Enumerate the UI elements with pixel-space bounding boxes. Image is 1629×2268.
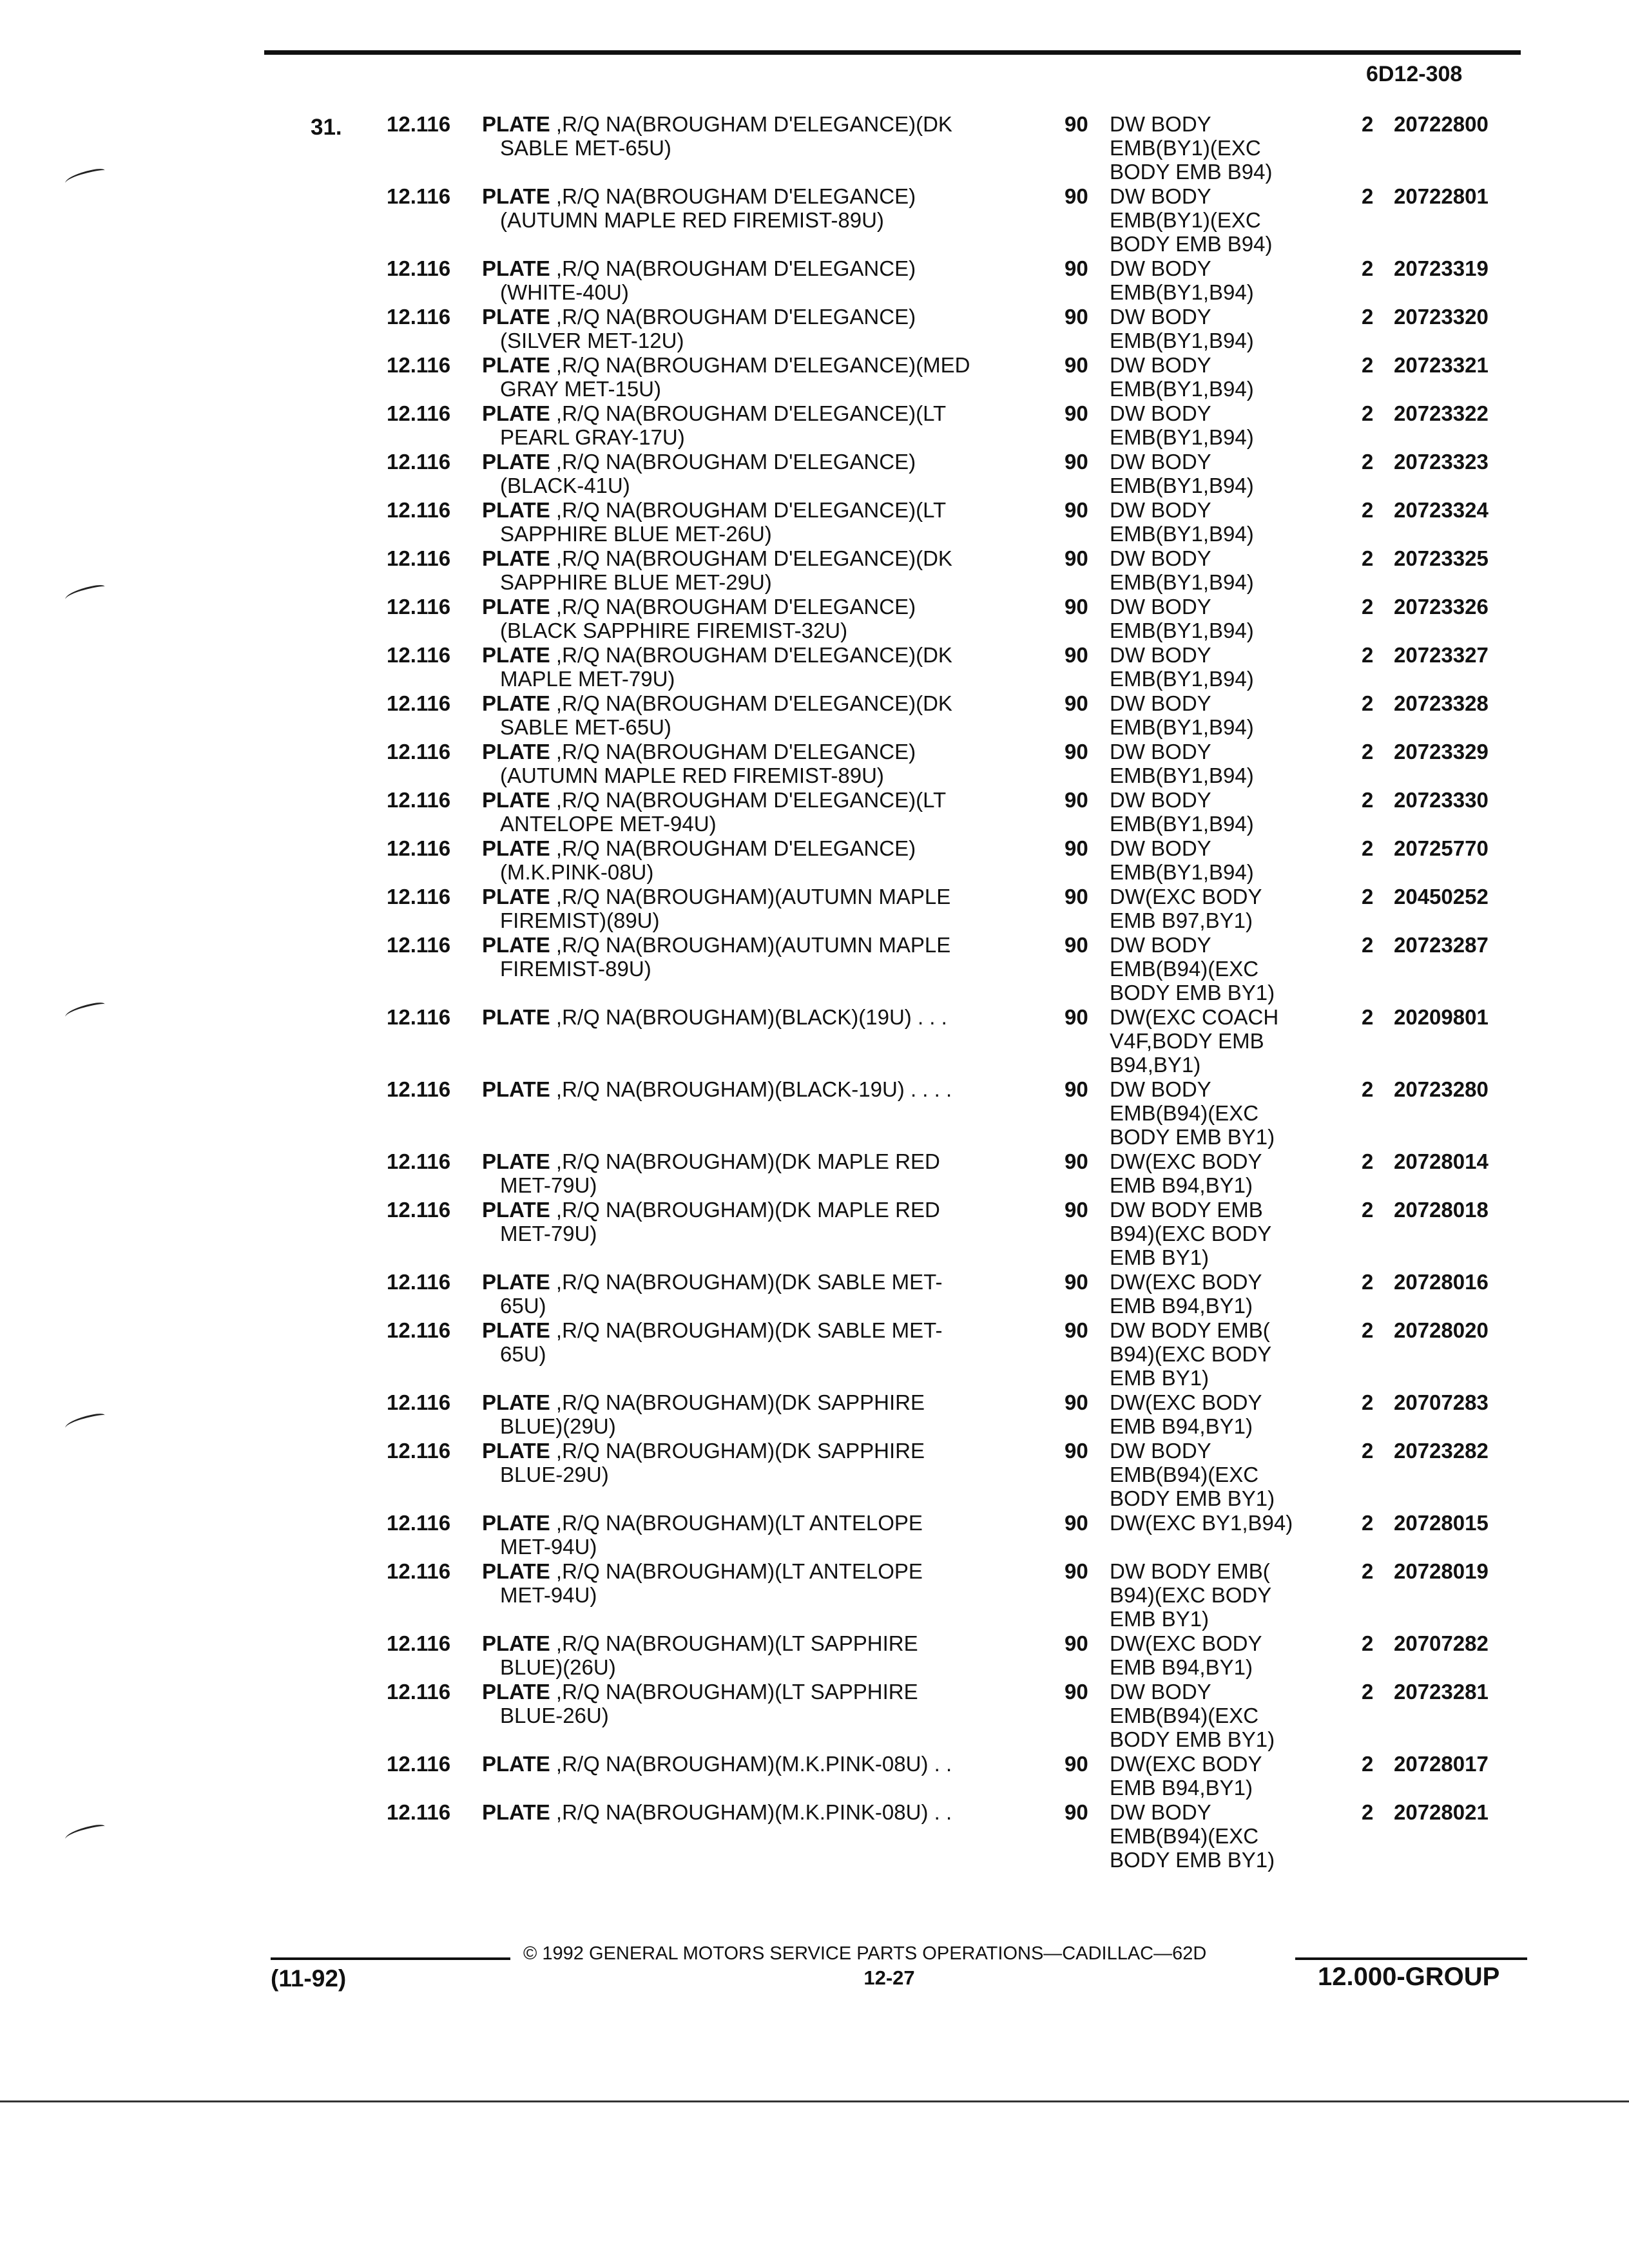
usage-note: DW(EXC BODY EMB B94,BY1) — [1110, 1149, 1262, 1197]
usage-note: DW(EXC BODY EMB B94,BY1) — [1110, 1390, 1262, 1438]
usage-code: 90 — [1065, 450, 1088, 474]
copyright-line: © 1992 GENERAL MOTORS SERVICE PARTS OPERATIONS—CADILLAC—62D — [523, 1943, 1207, 1964]
part-detail: ,R/Q NA(BROUGHAM D'ELEGANCE)(DK SAPPHIRE BLUE MET-29U) — [500, 546, 952, 594]
part-name: PLATE — [482, 1198, 550, 1222]
part-detail: ,R/Q NA(BROUGHAM D'ELEGANCE) (M.K.PINK-08U) — [500, 836, 916, 884]
usage-code: 90 — [1065, 1198, 1088, 1222]
usage-note: DW(EXC COACH V4F,BODY EMB B94,BY1) — [1110, 1005, 1279, 1077]
part-detail: ,R/Q NA(BROUGHAM)(DK SAPPHIRE BLUE)(29U) — [500, 1390, 925, 1438]
usage-code: 90 — [1065, 1439, 1088, 1463]
usage-code: 90 — [1065, 256, 1088, 280]
part-number: 20723282 — [1394, 1439, 1489, 1463]
group-label: 12.000-GROUP — [1318, 1963, 1500, 1991]
part-description — [482, 498, 1054, 546]
part-detail: ,R/Q NA(BROUGHAM)(DK SABLE MET- 65U) — [500, 1270, 943, 1318]
part-name: PLATE — [482, 546, 550, 570]
quantity: 2 — [1362, 305, 1374, 329]
part-detail: ,R/Q NA(BROUGHAM)(LT SAPPHIRE BLUE-26U) — [500, 1680, 918, 1727]
table-row — [0, 1270, 1629, 1318]
quantity: 2 — [1362, 1198, 1374, 1222]
usage-code: 90 — [1065, 184, 1088, 208]
scan-edge-line — [0, 2100, 1629, 2102]
section-number: 12.116 — [387, 184, 451, 208]
usage-note: DW BODY EMB(BY1,B94) — [1110, 643, 1254, 691]
footer-rule-right — [1295, 1957, 1527, 1960]
quantity: 2 — [1362, 788, 1374, 812]
table-row — [0, 1752, 1629, 1800]
usage-note: DW BODY EMB(B94)(EXC BODY EMB BY1) — [1110, 1439, 1275, 1510]
quantity: 2 — [1362, 1439, 1374, 1463]
part-description — [482, 1005, 1054, 1029]
section-number: 12.116 — [387, 885, 451, 908]
quantity: 2 — [1362, 643, 1374, 667]
part-number: 20728014 — [1394, 1149, 1489, 1173]
quantity: 2 — [1362, 546, 1374, 570]
part-detail: ,R/Q NA(BROUGHAM D'ELEGANCE)(MED GRAY MET-15U) — [500, 353, 970, 401]
table-row — [0, 498, 1629, 546]
quantity: 2 — [1362, 1318, 1374, 1342]
part-number: 20723325 — [1394, 546, 1489, 570]
footer-rule-left — [271, 1957, 510, 1960]
part-name: PLATE — [482, 498, 550, 522]
part-number: 20707282 — [1394, 1631, 1489, 1655]
table-row — [0, 305, 1629, 353]
part-detail: ,R/Q NA(BROUGHAM D'ELEGANCE)(DK SABLE MET-65U) — [500, 691, 952, 739]
quantity: 2 — [1362, 933, 1374, 957]
part-name: PLATE — [482, 1149, 550, 1173]
part-number: 20723320 — [1394, 305, 1489, 329]
part-number: 20723281 — [1394, 1680, 1489, 1704]
part-description — [482, 1149, 1054, 1197]
part-description — [482, 933, 1054, 981]
section-number: 12.116 — [387, 546, 451, 570]
table-row — [0, 1559, 1629, 1631]
section-number: 12.116 — [387, 836, 451, 860]
quantity: 2 — [1362, 1149, 1374, 1173]
part-detail: ,R/Q NA(BROUGHAM)(AUTUMN MAPLE FIREMIST)(89U) — [500, 885, 951, 932]
part-description — [482, 740, 1054, 787]
part-description — [482, 256, 1054, 304]
part-description — [482, 184, 1054, 232]
part-description — [482, 1559, 1054, 1607]
page-number: 12-27 — [863, 1966, 915, 1989]
part-detail: ,R/Q NA(BROUGHAM D'ELEGANCE) (BLACK SAPPHIRE FIREMIST-32U) — [500, 595, 916, 642]
section-number: 12.116 — [387, 1631, 451, 1655]
revision-date: (11-92) — [271, 1965, 347, 1992]
section-number: 12.116 — [387, 740, 451, 764]
part-description — [482, 1511, 1054, 1559]
part-description — [482, 353, 1054, 401]
table-row — [0, 595, 1629, 643]
usage-note: DW BODY EMB(BY1,B94) — [1110, 450, 1254, 497]
section-number: 12.116 — [387, 1752, 451, 1776]
part-name: PLATE — [482, 691, 550, 715]
part-description — [482, 112, 1054, 160]
quantity: 2 — [1362, 1752, 1374, 1776]
part-detail: ,R/Q NA(BROUGHAM D'ELEGANCE)(LT SAPPHIRE BLUE MET-26U) — [500, 498, 947, 546]
part-name: PLATE — [482, 885, 550, 908]
table-row — [0, 885, 1629, 933]
part-detail: ,R/Q NA(BROUGHAM)(M.K.PINK-08U) . . — [550, 1800, 952, 1824]
usage-note: DW BODY EMB(BY1,B94) — [1110, 740, 1254, 787]
part-name: PLATE — [482, 401, 550, 425]
usage-note: DW(EXC BODY EMB B94,BY1) — [1110, 1631, 1262, 1679]
usage-note: DW BODY EMB(BY1,B94) — [1110, 836, 1254, 884]
usage-note: DW(EXC BODY EMB B94,BY1) — [1110, 1752, 1262, 1800]
part-description — [482, 691, 1054, 739]
part-detail: ,R/Q NA(BROUGHAM)(LT ANTELOPE MET-94U) — [500, 1559, 923, 1607]
usage-note: DW BODY EMB(BY1,B94) — [1110, 691, 1254, 739]
part-detail: ,R/Q NA(BROUGHAM)(DK MAPLE RED MET-79U) — [500, 1149, 940, 1197]
part-name: PLATE — [482, 1752, 550, 1776]
section-number: 12.116 — [387, 691, 451, 715]
part-number: 20722800 — [1394, 112, 1489, 136]
quantity: 2 — [1362, 401, 1374, 425]
part-name: PLATE — [482, 1390, 550, 1414]
table-row — [0, 112, 1629, 184]
usage-note: DW BODY EMB(BY1)(EXC BODY EMB B94) — [1110, 184, 1273, 256]
usage-note: DW BODY EMB(BY1)(EXC BODY EMB B94) — [1110, 112, 1273, 184]
quantity: 2 — [1362, 1390, 1374, 1414]
part-name: PLATE — [482, 740, 550, 764]
part-number: 20209801 — [1394, 1005, 1489, 1029]
usage-code: 90 — [1065, 933, 1088, 957]
part-description — [482, 643, 1054, 691]
section-number: 12.116 — [387, 595, 451, 619]
usage-code: 90 — [1065, 1005, 1088, 1029]
table-row — [0, 353, 1629, 401]
part-name: PLATE — [482, 353, 550, 377]
section-number: 12.116 — [387, 1318, 451, 1342]
part-name: PLATE — [482, 112, 550, 136]
part-name: PLATE — [482, 643, 550, 667]
part-number: 20723328 — [1394, 691, 1489, 715]
table-row — [0, 1390, 1629, 1439]
section-number: 12.116 — [387, 1005, 451, 1029]
part-name: PLATE — [482, 595, 550, 619]
table-row — [0, 1800, 1629, 1872]
quantity: 2 — [1362, 595, 1374, 619]
usage-code: 90 — [1065, 305, 1088, 329]
usage-note: DW BODY EMB B94)(EXC BODY EMB BY1) — [1110, 1198, 1272, 1269]
part-name: PLATE — [482, 1559, 550, 1583]
part-description — [482, 788, 1054, 836]
table-row — [0, 836, 1629, 885]
part-number: 20728015 — [1394, 1511, 1489, 1535]
usage-code: 90 — [1065, 1800, 1088, 1824]
part-name: PLATE — [482, 450, 550, 474]
part-description — [482, 1680, 1054, 1727]
part-number: 20723327 — [1394, 643, 1489, 667]
part-name: PLATE — [482, 1318, 550, 1342]
usage-note: DW BODY EMB(B94)(EXC BODY EMB BY1) — [1110, 1680, 1275, 1751]
part-name: PLATE — [482, 1800, 550, 1824]
part-number: 20723330 — [1394, 788, 1489, 812]
part-description — [482, 450, 1054, 497]
part-name: PLATE — [482, 184, 550, 208]
table-row — [0, 691, 1629, 740]
part-detail: ,R/Q NA(BROUGHAM D'ELEGANCE) (WHITE-40U) — [500, 256, 916, 304]
section-number: 12.116 — [387, 401, 451, 425]
part-description — [482, 885, 1054, 932]
table-row — [0, 643, 1629, 691]
usage-code: 90 — [1065, 1149, 1088, 1173]
table-row — [0, 1439, 1629, 1511]
usage-note: DW BODY EMB(BY1,B94) — [1110, 595, 1254, 642]
part-name: PLATE — [482, 1270, 550, 1294]
page-code: 6D12-308 — [1366, 62, 1463, 86]
quantity: 2 — [1362, 1631, 1374, 1655]
usage-note: DW BODY EMB(BY1,B94) — [1110, 256, 1254, 304]
usage-code: 90 — [1065, 498, 1088, 522]
section-number: 12.116 — [387, 643, 451, 667]
quantity: 2 — [1362, 1559, 1374, 1583]
part-description — [482, 1631, 1054, 1679]
usage-code: 90 — [1065, 1680, 1088, 1704]
usage-code: 90 — [1065, 788, 1088, 812]
part-name: PLATE — [482, 256, 550, 280]
section-number: 12.116 — [387, 1559, 451, 1583]
quantity: 2 — [1362, 740, 1374, 764]
parts-list — [0, 112, 1629, 1872]
table-row — [0, 1680, 1629, 1752]
part-number: 20450252 — [1394, 885, 1489, 908]
part-number: 20723280 — [1394, 1077, 1489, 1101]
usage-note: DW BODY EMB(BY1,B94) — [1110, 498, 1254, 546]
section-number: 12.116 — [387, 1680, 451, 1704]
quantity: 2 — [1362, 184, 1374, 208]
part-name: PLATE — [482, 1439, 550, 1463]
usage-note: DW BODY EMB( B94)(EXC BODY EMB BY1) — [1110, 1318, 1272, 1390]
section-number: 12.116 — [387, 450, 451, 474]
part-detail: ,R/Q NA(BROUGHAM)(LT SAPPHIRE BLUE)(26U) — [500, 1631, 918, 1679]
table-row — [0, 740, 1629, 788]
usage-code: 90 — [1065, 1318, 1088, 1342]
part-name: PLATE — [482, 836, 550, 860]
part-number: 20728018 — [1394, 1198, 1489, 1222]
quantity: 2 — [1362, 1005, 1374, 1029]
part-description — [482, 401, 1054, 449]
section-number: 12.116 — [387, 112, 451, 136]
section-number: 12.116 — [387, 1149, 451, 1173]
table-row — [0, 1511, 1629, 1559]
quantity: 2 — [1362, 1800, 1374, 1824]
usage-note: DW BODY EMB(B94)(EXC BODY EMB BY1) — [1110, 1077, 1275, 1149]
part-number: 20723322 — [1394, 401, 1489, 425]
quantity: 2 — [1362, 691, 1374, 715]
usage-code: 90 — [1065, 353, 1088, 377]
part-description — [482, 1752, 1054, 1776]
part-description — [482, 836, 1054, 884]
part-number: 20728020 — [1394, 1318, 1489, 1342]
quantity: 2 — [1362, 498, 1374, 522]
part-number: 20723329 — [1394, 740, 1489, 764]
usage-code: 90 — [1065, 1631, 1088, 1655]
quantity: 2 — [1362, 885, 1374, 908]
part-detail: ,R/Q NA(BROUGHAM)(AUTUMN MAPLE FIREMIST-89U) — [500, 933, 951, 981]
quantity: 2 — [1362, 1077, 1374, 1101]
usage-code: 90 — [1065, 885, 1088, 908]
usage-note: DW(EXC BODY EMB B97,BY1) — [1110, 885, 1262, 932]
part-number: 20723287 — [1394, 933, 1489, 957]
part-description — [482, 1198, 1054, 1245]
part-description — [482, 1270, 1054, 1318]
table-row — [0, 546, 1629, 595]
part-detail: ,R/Q NA(BROUGHAM)(DK SAPPHIRE BLUE-29U) — [500, 1439, 925, 1486]
section-number: 12.116 — [387, 353, 451, 377]
part-number: 20723324 — [1394, 498, 1489, 522]
usage-note: DW(EXC BY1,B94) — [1110, 1511, 1293, 1535]
part-name: PLATE — [482, 1631, 550, 1655]
section-number: 12.116 — [387, 933, 451, 957]
part-number: 20728016 — [1394, 1270, 1489, 1294]
table-row — [0, 1005, 1629, 1077]
part-number: 20723326 — [1394, 595, 1489, 619]
header-rule — [264, 50, 1521, 55]
part-detail: ,R/Q NA(BROUGHAM D'ELEGANCE)(LT PEARL GRAY-17U) — [500, 401, 947, 449]
part-name: PLATE — [482, 1005, 550, 1029]
part-name: PLATE — [482, 788, 550, 812]
usage-note: DW BODY EMB(B94)(EXC BODY EMB BY1) — [1110, 1800, 1275, 1872]
usage-code: 90 — [1065, 1752, 1088, 1776]
part-description — [482, 1439, 1054, 1486]
section-number: 12.116 — [387, 498, 451, 522]
section-number: 12.116 — [387, 1800, 451, 1824]
table-row — [0, 933, 1629, 1005]
usage-note: DW BODY EMB( B94)(EXC BODY EMB BY1) — [1110, 1559, 1272, 1631]
table-row — [0, 256, 1629, 305]
usage-code: 90 — [1065, 1390, 1088, 1414]
usage-code: 90 — [1065, 836, 1088, 860]
table-row — [0, 1077, 1629, 1149]
part-number: 20728019 — [1394, 1559, 1489, 1583]
item-number: 31. — [311, 115, 342, 140]
part-description — [482, 1800, 1054, 1824]
usage-code: 90 — [1065, 1511, 1088, 1535]
section-number: 12.116 — [387, 1511, 451, 1535]
table-row — [0, 401, 1629, 450]
quantity: 2 — [1362, 450, 1374, 474]
table-row — [0, 184, 1629, 256]
section-number: 12.116 — [387, 1077, 451, 1101]
part-name: PLATE — [482, 933, 550, 957]
quantity: 2 — [1362, 256, 1374, 280]
part-name: PLATE — [482, 305, 550, 329]
quantity: 2 — [1362, 112, 1374, 136]
part-detail: ,R/Q NA(BROUGHAM)(M.K.PINK-08U) . . — [550, 1752, 952, 1776]
part-number: 20728021 — [1394, 1800, 1489, 1824]
table-row — [0, 1318, 1629, 1390]
part-description — [482, 546, 1054, 594]
usage-code: 90 — [1065, 546, 1088, 570]
table-row — [0, 788, 1629, 836]
part-detail: ,R/Q NA(BROUGHAM D'ELEGANCE) (BLACK-41U) — [500, 450, 916, 497]
section-number: 12.116 — [387, 305, 451, 329]
usage-note: DW BODY EMB(BY1,B94) — [1110, 305, 1254, 352]
part-number: 20723323 — [1394, 450, 1489, 474]
usage-note: DW BODY EMB(B94)(EXC BODY EMB BY1) — [1110, 933, 1275, 1004]
part-description — [482, 1390, 1054, 1438]
usage-code: 90 — [1065, 691, 1088, 715]
section-number: 12.116 — [387, 788, 451, 812]
section-number: 12.116 — [387, 1390, 451, 1414]
quantity: 2 — [1362, 836, 1374, 860]
table-row — [0, 450, 1629, 498]
part-number: 20725770 — [1394, 836, 1489, 860]
part-name: PLATE — [482, 1511, 550, 1535]
part-description — [482, 305, 1054, 352]
part-number: 20728017 — [1394, 1752, 1489, 1776]
part-number: 20723321 — [1394, 353, 1489, 377]
part-detail: ,R/Q NA(BROUGHAM)(DK SABLE MET- 65U) — [500, 1318, 943, 1366]
quantity: 2 — [1362, 1511, 1374, 1535]
table-row — [0, 1149, 1629, 1198]
part-number: 20722801 — [1394, 184, 1489, 208]
usage-code: 90 — [1065, 595, 1088, 619]
usage-note: DW BODY EMB(BY1,B94) — [1110, 401, 1254, 449]
part-name: PLATE — [482, 1680, 550, 1704]
table-row — [0, 1631, 1629, 1680]
part-number: 20707283 — [1394, 1390, 1489, 1414]
part-detail: ,R/Q NA(BROUGHAM)(LT ANTELOPE MET-94U) — [500, 1511, 923, 1559]
table-row — [0, 1198, 1629, 1270]
part-description — [482, 595, 1054, 642]
usage-note: DW BODY EMB(BY1,B94) — [1110, 353, 1254, 401]
usage-note: DW(EXC BODY EMB B94,BY1) — [1110, 1270, 1262, 1318]
usage-note: DW BODY EMB(BY1,B94) — [1110, 546, 1254, 594]
section-number: 12.116 — [387, 256, 451, 280]
quantity: 2 — [1362, 1680, 1374, 1704]
usage-code: 90 — [1065, 1270, 1088, 1294]
part-name: PLATE — [482, 1077, 550, 1101]
section-number: 12.116 — [387, 1198, 451, 1222]
part-detail: ,R/Q NA(BROUGHAM D'ELEGANCE) (AUTUMN MAPLE RED FIREMIST-89U) — [500, 184, 916, 232]
quantity: 2 — [1362, 353, 1374, 377]
part-detail: ,R/Q NA(BROUGHAM)(DK MAPLE RED MET-79U) — [500, 1198, 940, 1245]
part-detail: ,R/Q NA(BROUGHAM D'ELEGANCE)(DK MAPLE MET-79U) — [500, 643, 952, 691]
usage-code: 90 — [1065, 643, 1088, 667]
quantity: 2 — [1362, 1270, 1374, 1294]
part-description — [482, 1318, 1054, 1366]
usage-code: 90 — [1065, 1559, 1088, 1583]
part-detail: ,R/Q NA(BROUGHAM D'ELEGANCE)(DK SABLE MET-65U) — [500, 112, 952, 160]
part-detail: ,R/Q NA(BROUGHAM)(BLACK)(19U) . . . — [550, 1005, 947, 1029]
part-detail: ,R/Q NA(BROUGHAM)(BLACK-19U) . . . . — [550, 1077, 952, 1101]
part-detail: ,R/Q NA(BROUGHAM D'ELEGANCE) (AUTUMN MAPLE RED FIREMIST-89U) — [500, 740, 916, 787]
usage-code: 90 — [1065, 112, 1088, 136]
part-detail: ,R/Q NA(BROUGHAM D'ELEGANCE) (SILVER MET-12U) — [500, 305, 916, 352]
section-number: 12.116 — [387, 1270, 451, 1294]
usage-code: 90 — [1065, 1077, 1088, 1101]
part-description — [482, 1077, 1054, 1101]
part-detail: ,R/Q NA(BROUGHAM D'ELEGANCE)(LT ANTELOPE MET-94U) — [500, 788, 947, 836]
usage-code: 90 — [1065, 401, 1088, 425]
section-number: 12.116 — [387, 1439, 451, 1463]
part-number: 20723319 — [1394, 256, 1489, 280]
usage-code: 90 — [1065, 740, 1088, 764]
usage-note: DW BODY EMB(BY1,B94) — [1110, 788, 1254, 836]
